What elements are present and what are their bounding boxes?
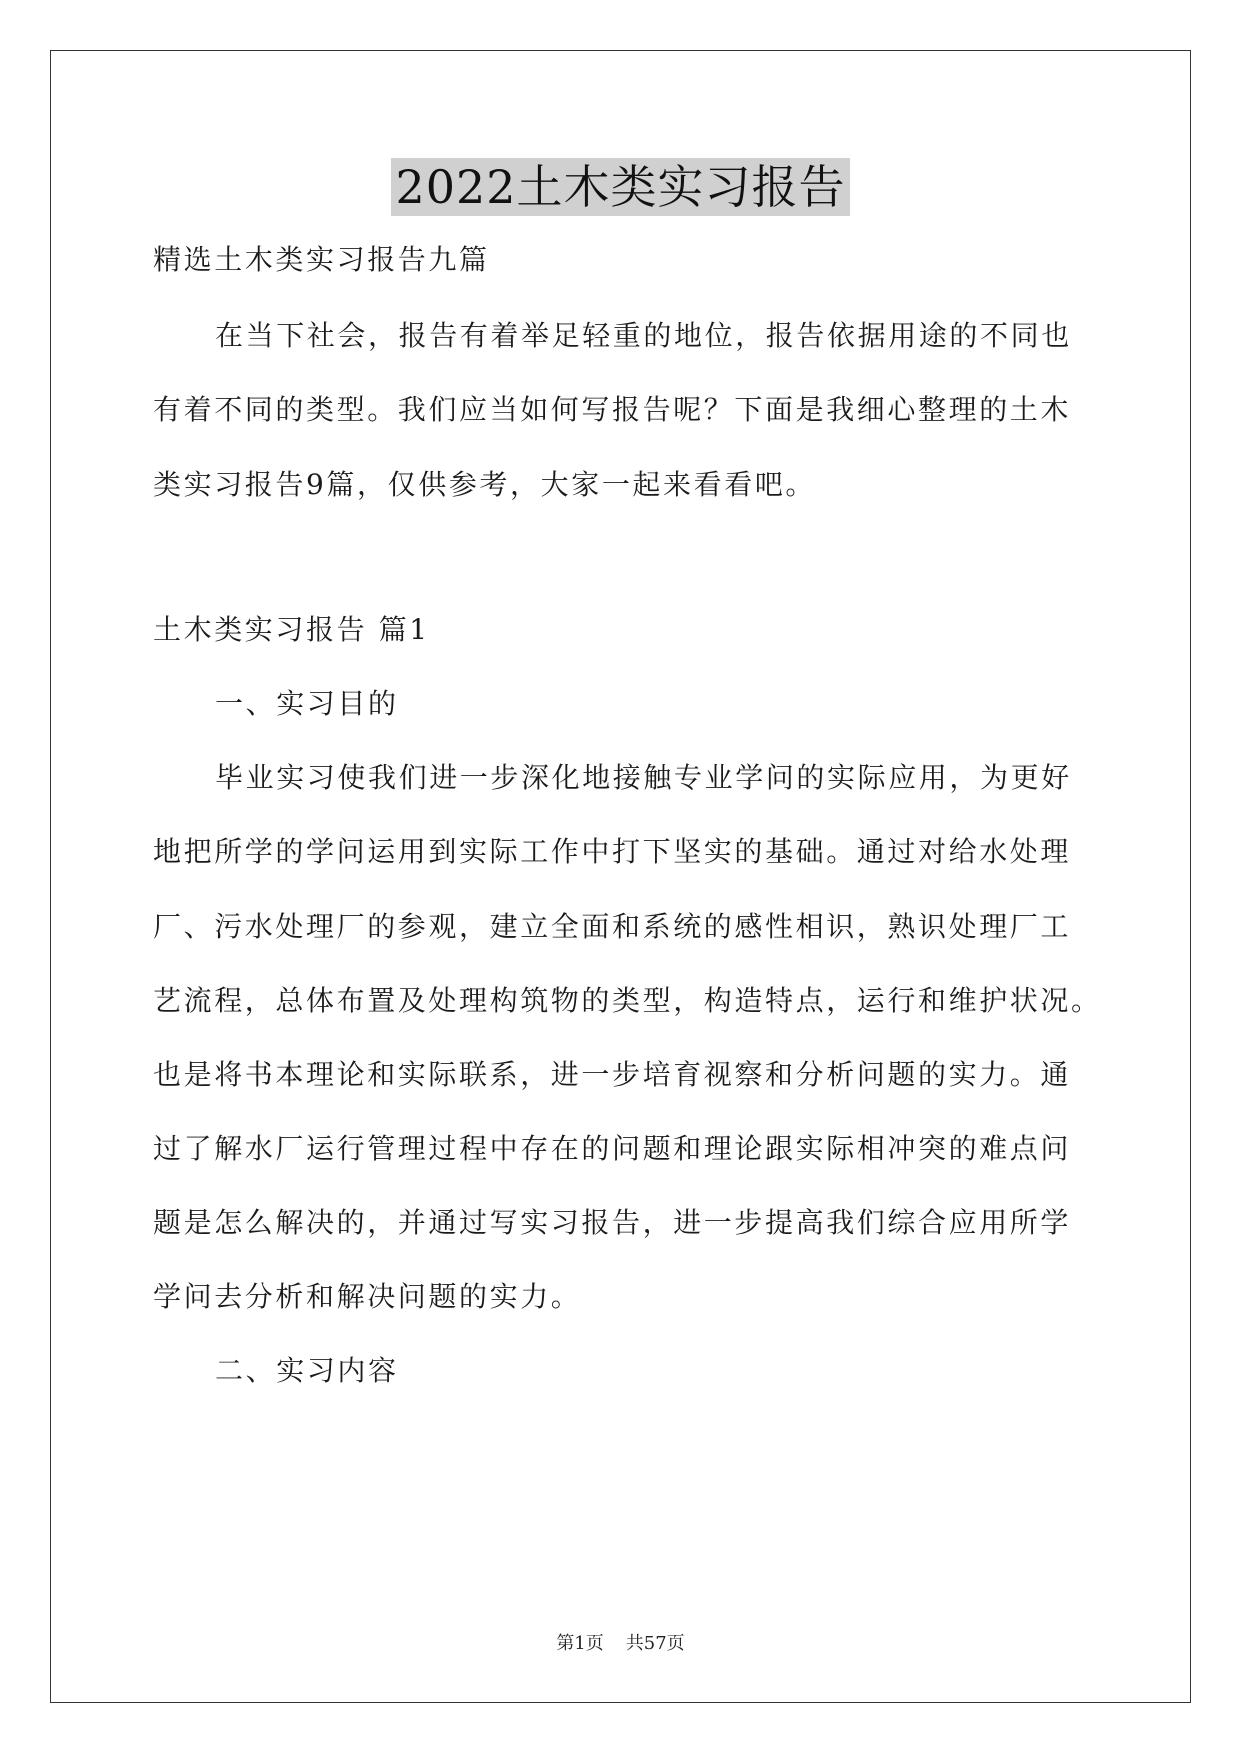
- part1-line-6: 过了解水厂运行管理过程中存在的问题和理论跟实际相冲突的难点问: [153, 1132, 1072, 1165]
- intro-line-1: 在当下社会，报告有着举足轻重的地位，报告依据用途的不同也: [215, 319, 1072, 352]
- part1-line-8: 学问去分析和解决问题的实力。: [153, 1280, 582, 1313]
- page-total: 共57页: [625, 1633, 685, 1654]
- title-container: [0, 158, 1241, 216]
- intro-line-3: 类实习报告9篇，仅供参考，大家一起来看看吧。: [153, 468, 817, 501]
- document-title: 2022土木类实习报告: [391, 158, 849, 216]
- part1-line-5: 也是将书本理论和实际联系，进一步培育视察和分析问题的实力。通: [153, 1058, 1072, 1091]
- part1-line-4: 艺流程，总体布置及处理构筑物的类型，构造特点，运行和维护状况。: [153, 984, 1102, 1017]
- part1-line-3: 厂、污水处理厂的参观，建立全面和系统的感性相识，熟识处理厂工: [153, 910, 1072, 943]
- part1-line-7: 题是怎么解决的，并通过写实习报告，进一步提高我们综合应用所学: [153, 1206, 1072, 1239]
- part1-line-1: 毕业实习使我们进一步深化地接触专业学问的实际应用，为更好: [215, 761, 1072, 794]
- page-footer: [0, 1632, 1241, 1656]
- part1-heading: 一、实习目的: [215, 687, 399, 720]
- part2-heading: 二、实习内容: [215, 1354, 399, 1387]
- page-border: [50, 50, 1191, 1703]
- section-heading: 土木类实习报告 篇1: [153, 613, 430, 646]
- part1-line-2: 地把所学的学问运用到实际工作中打下坚实的基础。通过对给水处理: [153, 835, 1072, 868]
- page-number: 第1页: [556, 1633, 604, 1654]
- document-subtitle: 精选土木类实习报告九篇: [153, 243, 490, 276]
- intro-line-2: 有着不同的类型。我们应当如何写报告呢？下面是我细心整理的土木: [153, 393, 1072, 426]
